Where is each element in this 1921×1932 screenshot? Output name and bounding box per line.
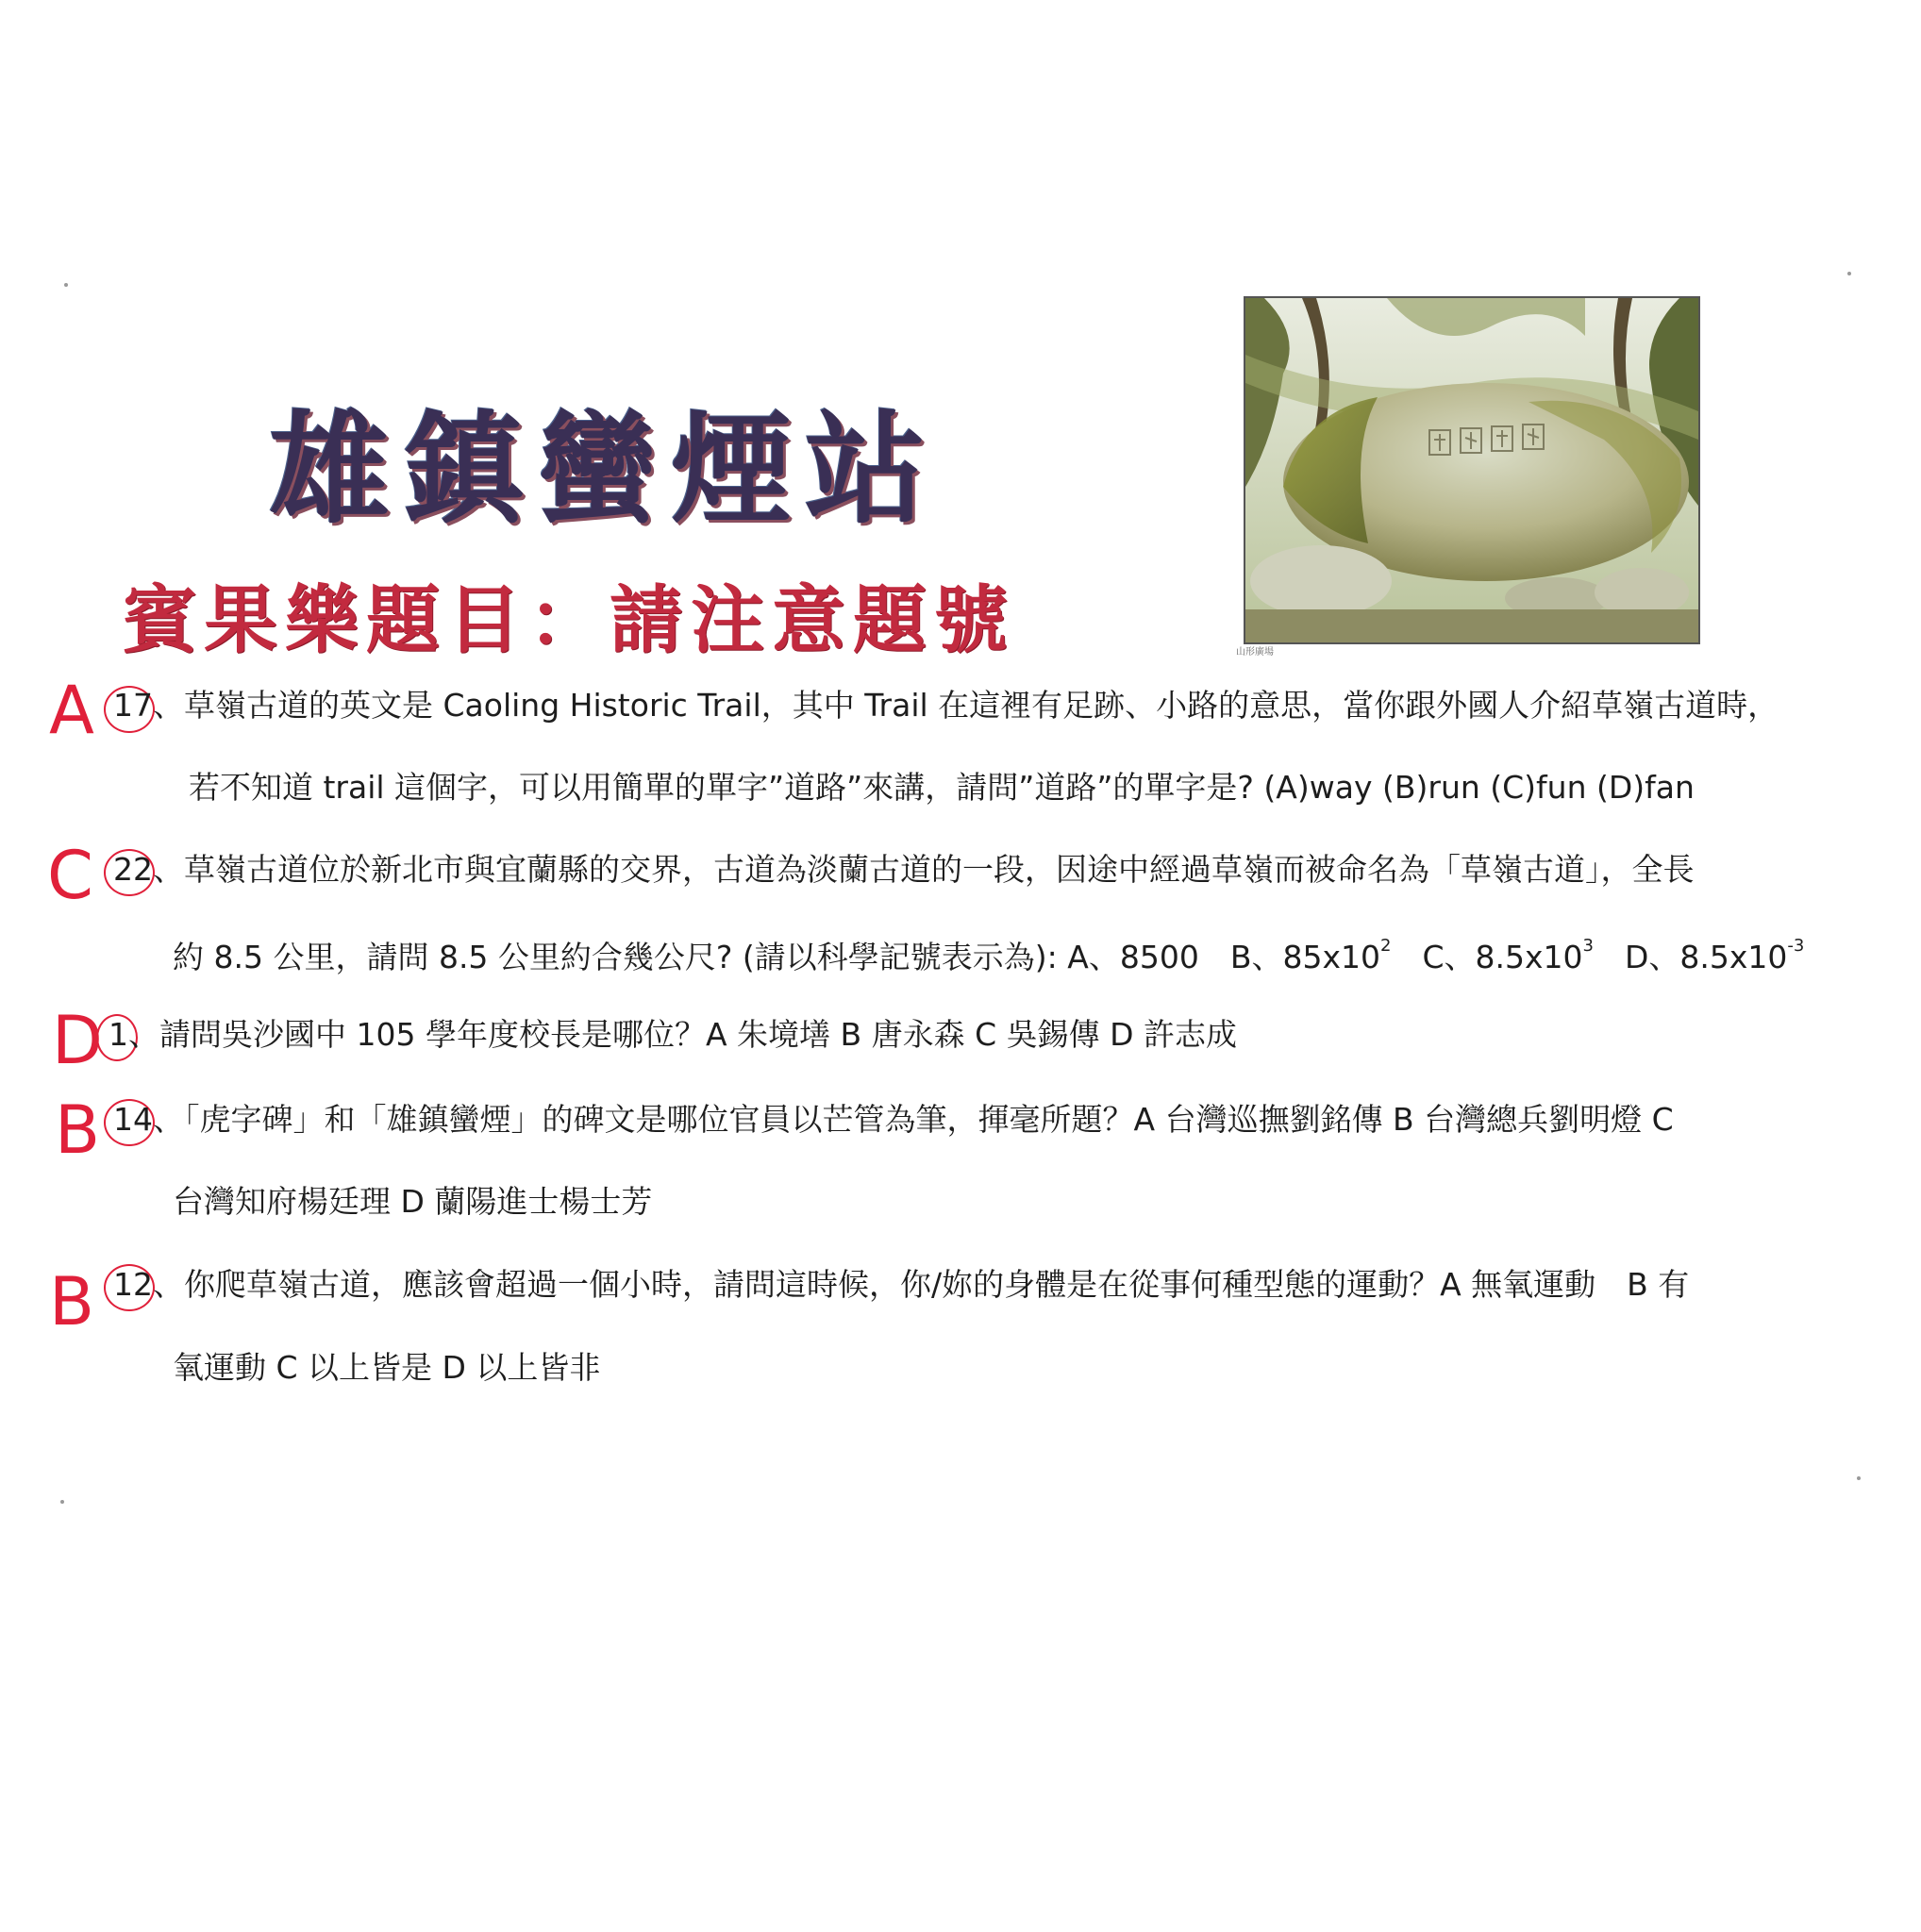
photo-caption: 山形廣場 [1236, 647, 1274, 658]
handwritten-answer: D [52, 1002, 103, 1079]
question-14-line-2: 台灣知府楊廷理 D 蘭陽進士楊士芳 [173, 1183, 653, 1220]
handwritten-answer: B [55, 1091, 101, 1169]
question-number: 12 [113, 1266, 153, 1303]
question-22-line-2: 約 8.5 公里，請問 8.5 公里約合幾公尺? (請以科學記號表示為): A、8500 B、$85x10^2$ C、$8.5x10^3$ D、$8.5x10^{-3}$ [173, 936, 1805, 975]
scan-speck [64, 283, 68, 287]
handwritten-answer: B [49, 1263, 95, 1341]
question-22-line-1: 22、草嶺古道位於新北市與宜蘭縣的交界，古道為淡蘭古道的一段，因途中經過草嶺而被命名為「草嶺古道」，全長 [113, 851, 1695, 888]
rock-inscription-photo [1244, 296, 1700, 644]
scan-speck [1847, 272, 1851, 275]
question-17-line-2: 若不知道 trail 這個字，可以用簡單的單字”道路”來講，請問”道路”的單字是? (A)way (B)run (C)fun (D)fan [189, 769, 1695, 806]
question-1-line-1: 1、請問吳沙國中 105 學年度校長是哪位？A 朱境墡 B 唐永森 C 吳錫傳 D 許志成 [109, 1016, 1238, 1053]
handwritten-answer: A [49, 672, 94, 749]
page-title: 雄鎮蠻煙站 [269, 399, 940, 541]
scan-speck [1857, 1476, 1861, 1480]
question-number: 1 [109, 1016, 128, 1053]
question-number: 22 [113, 851, 153, 888]
scan-speck [60, 1500, 64, 1504]
question-12-line-1: 12、你爬草嶺古道，應該會超過一個小時，請問這時候，你/妳的身體是在從事何種型態的運動？A 無氧運動 B 有 [113, 1266, 1690, 1303]
question-17-line-1: 17、草嶺古道的英文是 Caoling Historic Trail，其中 Trail 在這裡有足跡、小路的意思，當你跟外國人介紹草嶺古道時， [113, 687, 1779, 724]
question-number: 17 [113, 687, 153, 724]
question-14-line-1: 14、「虎字碑」和「雄鎮蠻煙」的碑文是哪位官員以芒管為筆，揮毫所題？A 台灣巡撫劉銘傳 B 台灣總兵劉明燈 C [113, 1101, 1674, 1138]
question-number: 14 [113, 1101, 153, 1138]
question-12-line-2: 氧運動 C 以上皆是 D 以上皆非 [173, 1349, 601, 1386]
handwritten-answer: C [47, 837, 93, 914]
rock-photo-illustration [1245, 298, 1698, 642]
page-subtitle: 賓果樂題目：請注意題號 [123, 577, 1016, 663]
